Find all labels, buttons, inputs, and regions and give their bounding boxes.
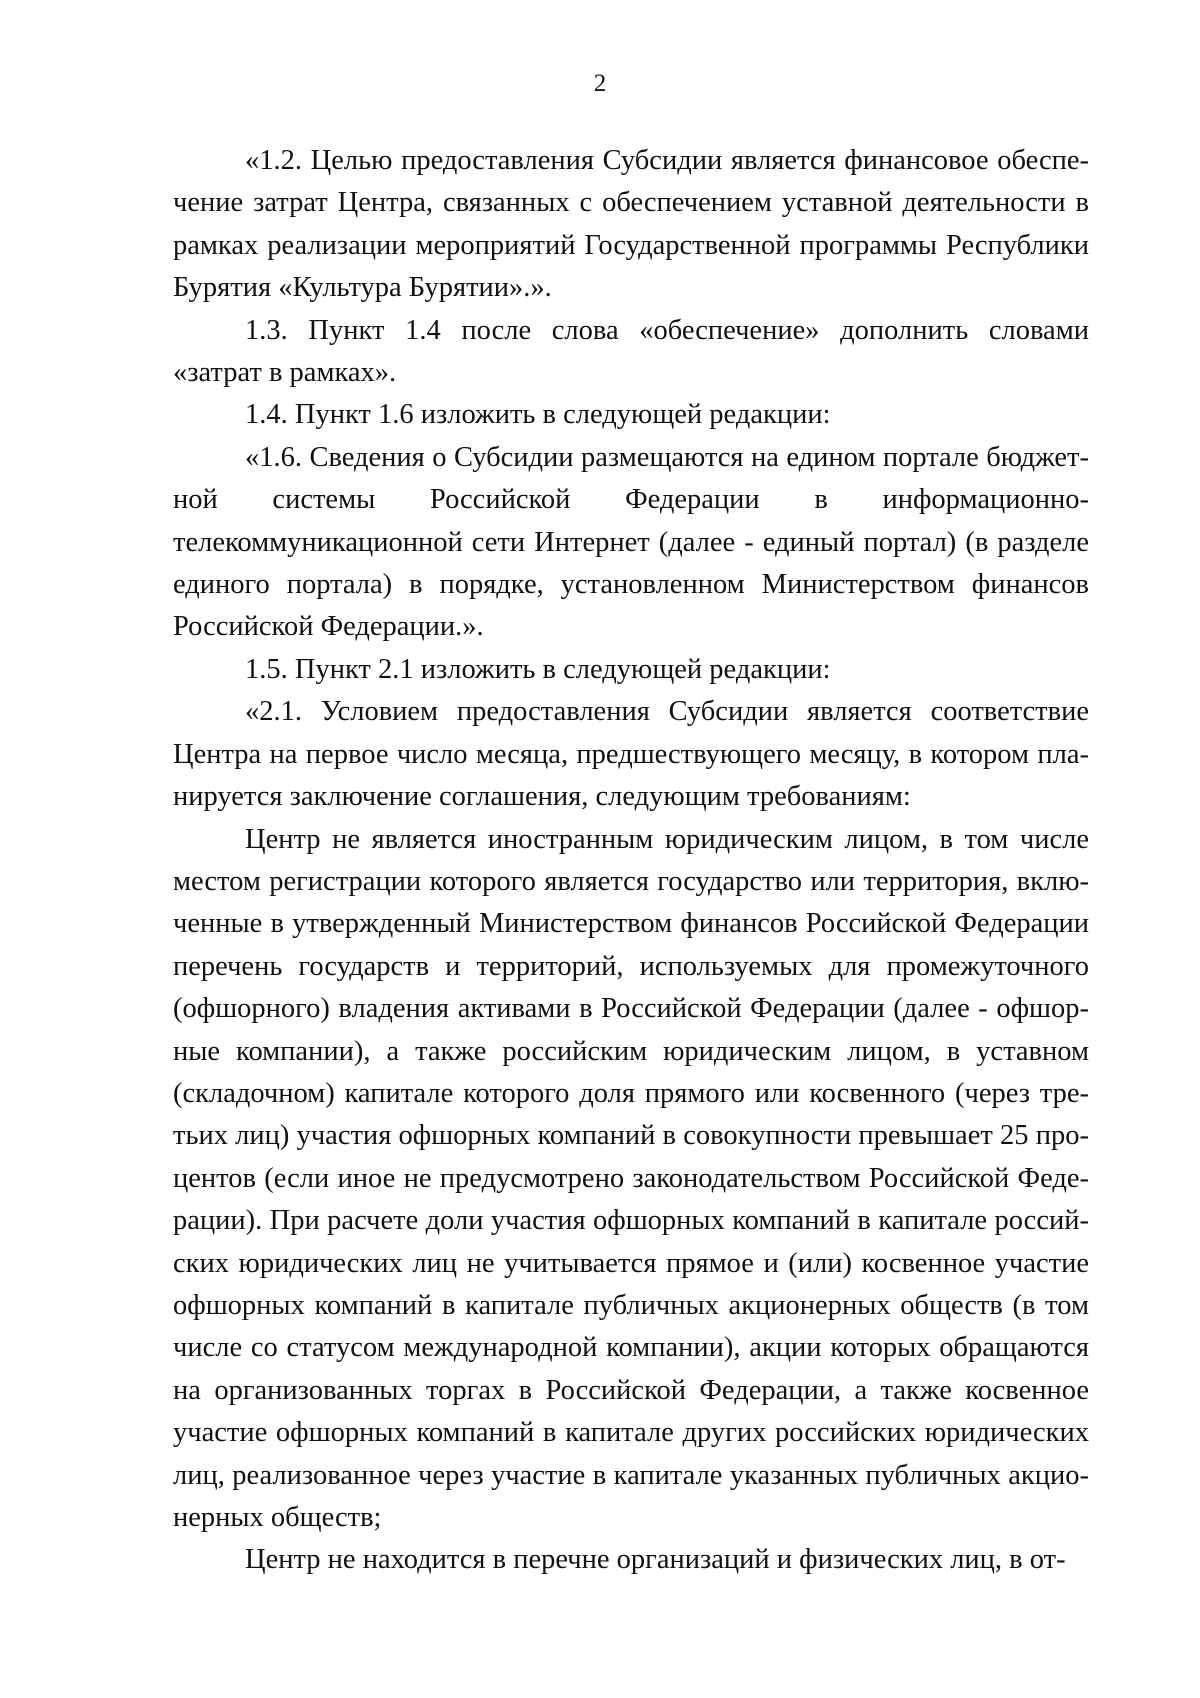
paragraph-amendment-1-5: 1.5. Пункт 2.1 изложить в следующей редакции: [245,653,831,685]
document-body [173,140,1089,1582]
paragraph-2-1: «2.1. Условием предоставления Субсидии является соответствие Центра на первое число месяца, предшествующего месяцу, в котором планируется заключение соглашения, следующим требованиям: [173,696,1089,813]
paragraph-1-2: «1.2. Целью предоставления Субсидии является финансовое обеспечение затрат Центра, связанных с обеспечением уставной деятельности в рамках реализации мероприятий Государственной программы Республики Бурятия «Культура Бурятии».». [173,145,1089,304]
paragraph-requirement-list: Центр не находится в перечне организаций и физических лиц, в от- [245,1544,1066,1576]
paragraph-amendment-1-4: 1.4. Пункт 1.6 изложить в следующей редакции: [245,399,831,431]
page-number: 2 [593,70,607,97]
paragraph-1-6: «1.6. Сведения о Субсидии размещаются на едином портале бюджетной системы Российской Федерации в информационно-телекоммуникационной сети Интернет (далее - единый портал) (в разделе единого портала) в порядке, установленном Министерством финансов Российской Федерации.». [173,441,1089,643]
paragraph-amendment-1-3: 1.3. Пункт 1.4 после слова «обеспечение» дополнить словами «затрат в рамках». [173,314,1089,389]
paragraph-requirement-offshore: Центр не является иностранным юридическим лицом, в том числе местом регистрации которого является государство или территория, включенные в утвержденный Министерством финансов Российской Федерации перечень государств и территорий, используемых для промежуточного (офшорного) владения активами в Российской Федерации (далее - офшорные компании), а также российским юридическим лицом, в уставном (складочном) капитале которого доля прямого или косвенного (через третьих лиц) участия офшорных компаний в совокупности превышает 25 процентов (если иное не предусмотрено законодательством Российской Федерации). При расчете доли участия офшорных компаний в капитале российских юридических лиц не учитывается прямое и (или) косвенное участие офшорных компаний в капитале публичных акционерных обществ (в том числе со статусом международной компании), акции которых обращаются на организованных торгах в Российской Федерации, а также косвенное участие офшорных компаний в капитале других российских юридических лиц, реализованное через участие в капитале указанных публичных акционерных обществ; [173,823,1089,1533]
